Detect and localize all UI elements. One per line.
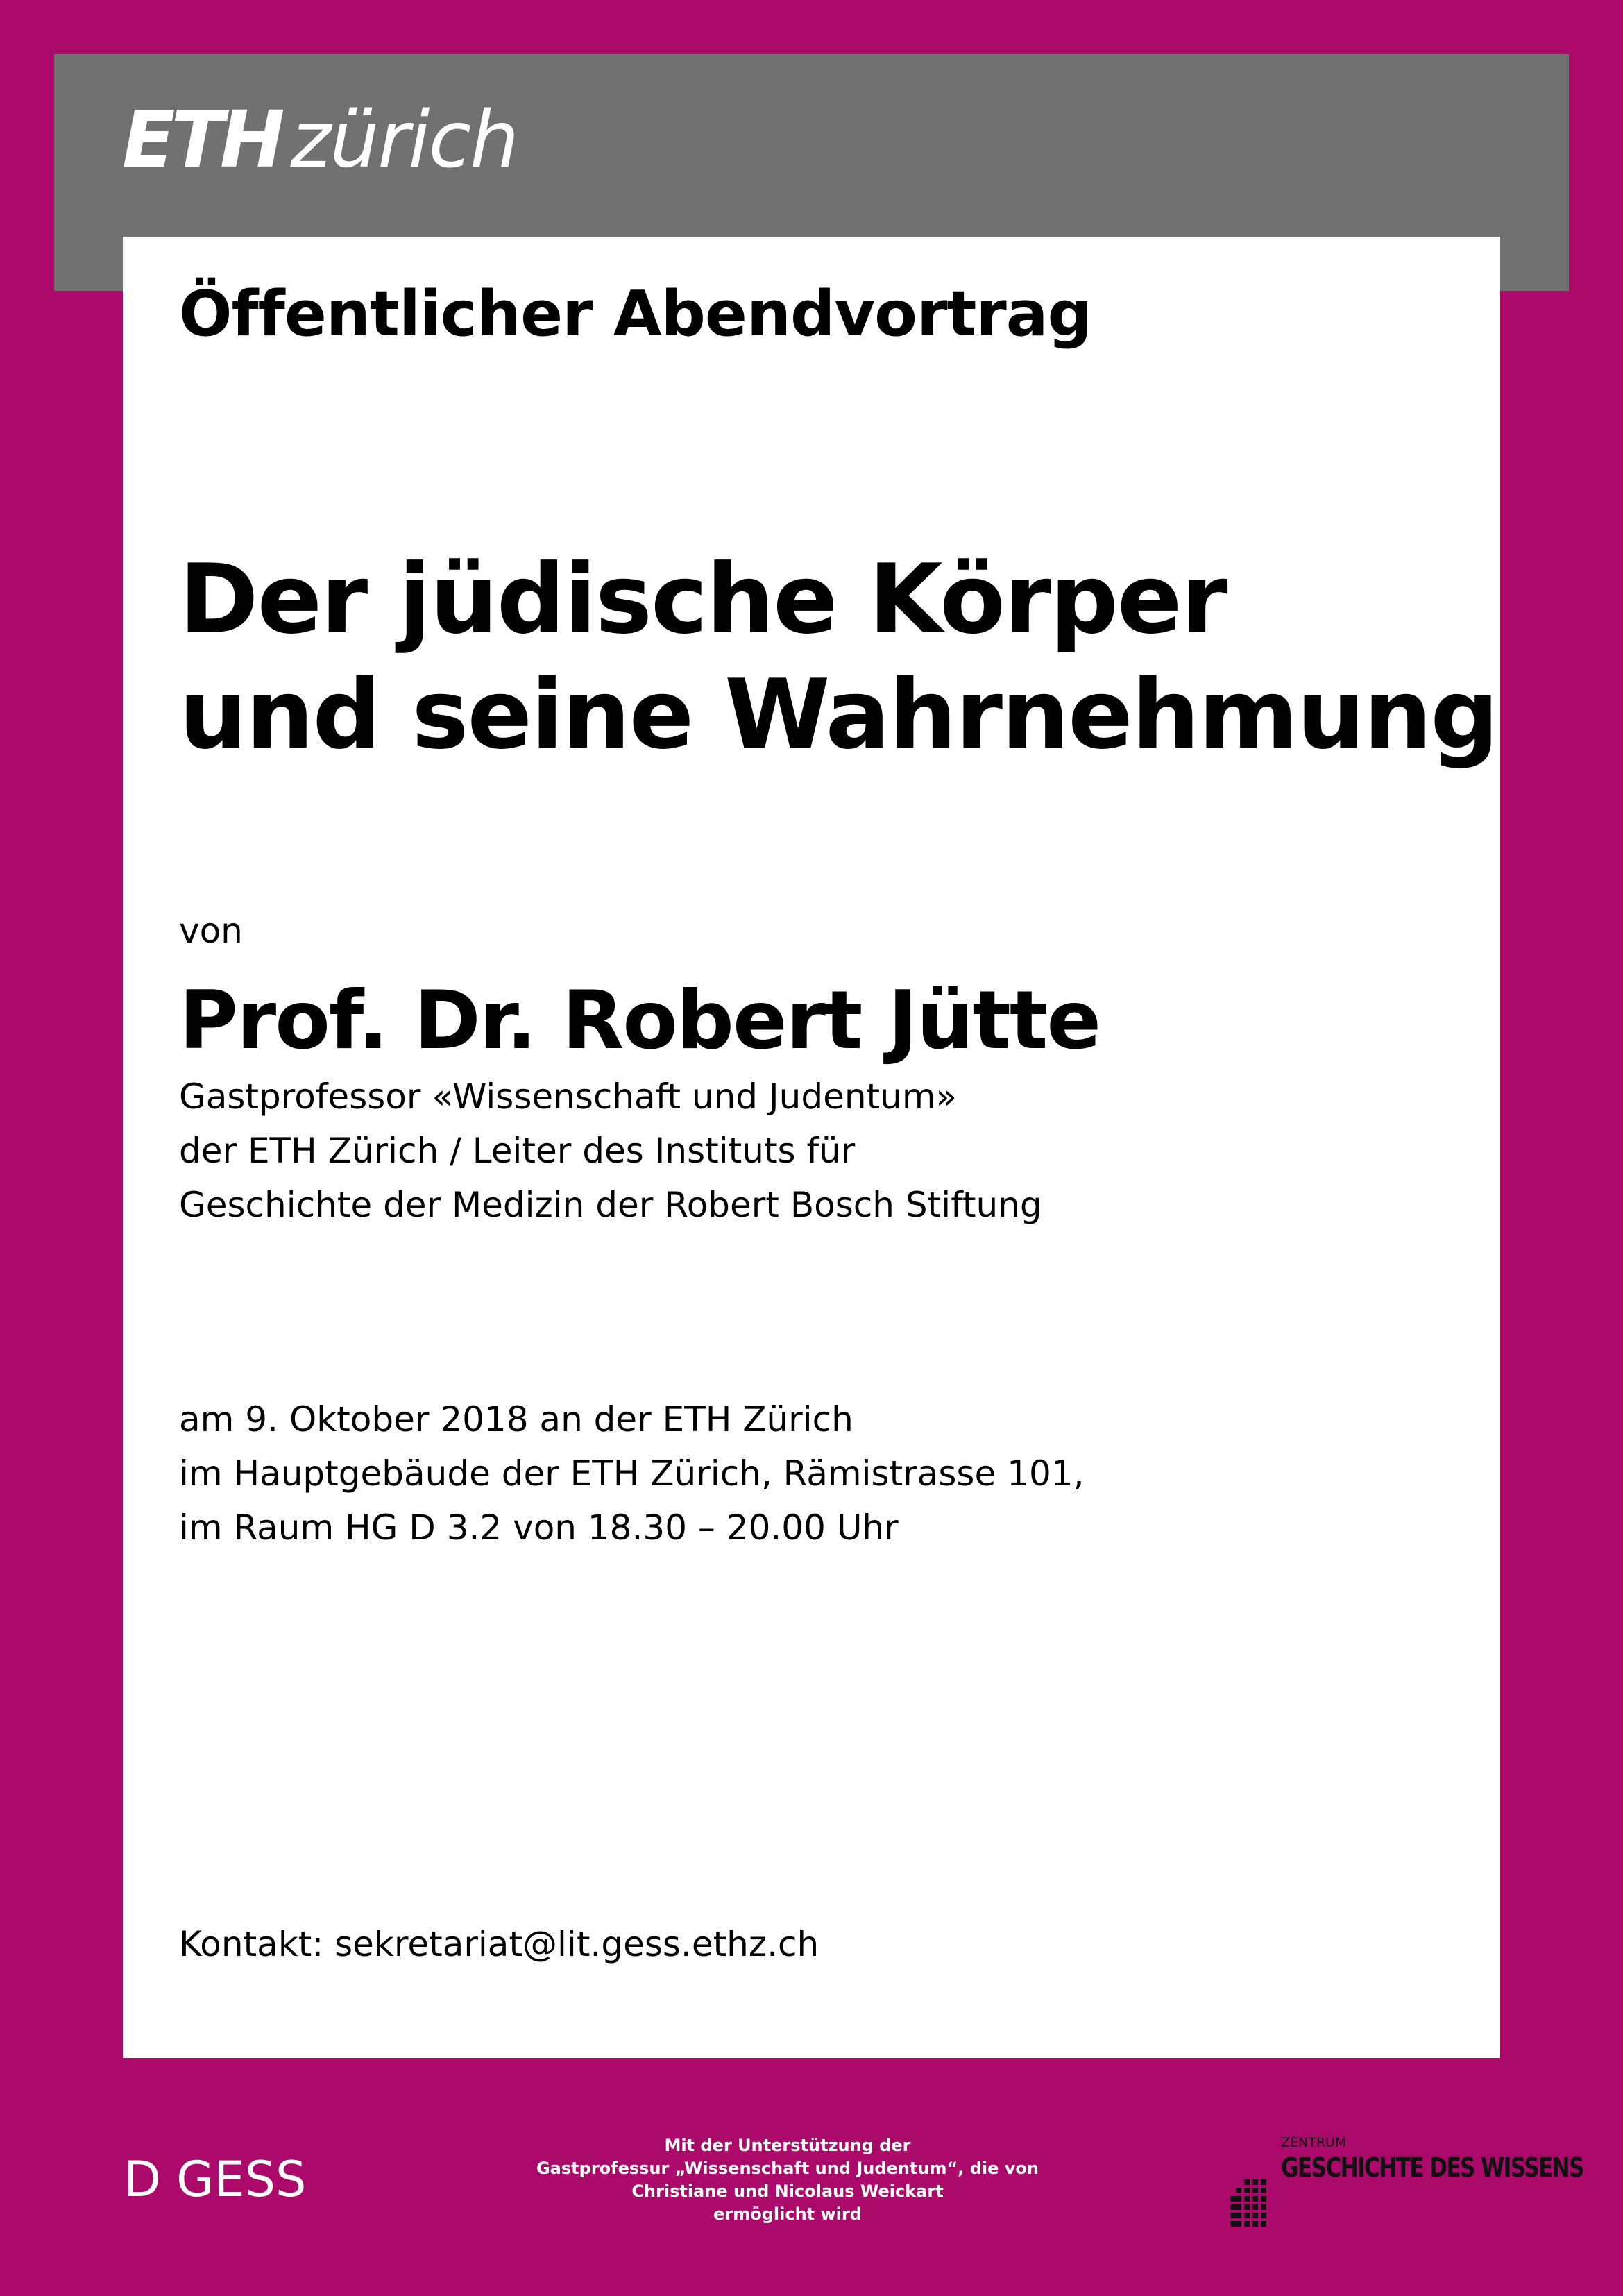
dot-grid-icon xyxy=(1230,2179,1272,2232)
lecture-title-line: und seine Wahrnehmung xyxy=(179,659,1498,770)
zentrum-geschichte-des-wissens-logo xyxy=(1230,2135,1583,2234)
zgw-logo-small-text: ZENTRUM xyxy=(1281,2135,1347,2150)
department-label: D GESS xyxy=(124,2151,307,2208)
speaker-affiliation xyxy=(179,1070,1042,1232)
support-line: Mit der Unterstützung der xyxy=(664,2136,911,2155)
contact-line: Kontakt: sekretariat@lit.gess.ethz.ch xyxy=(179,1924,819,1964)
affiliation-line: Geschichte der Medizin der Robert Bosch Stiftung xyxy=(179,1185,1042,1225)
by-label: von xyxy=(179,911,243,951)
event-venue-line: im Hauptgebäude der ETH Zürich, Rämistrasse 101, xyxy=(179,1453,1085,1494)
lecture-title xyxy=(179,542,1497,773)
logo-zurich-text: zürich xyxy=(290,95,518,185)
event-details xyxy=(179,1392,1084,1555)
lecture-title-line: Der jüdische Körper xyxy=(179,543,1227,655)
affiliation-line: der ETH Zürich / Leiter des Instituts für xyxy=(179,1131,856,1171)
zgw-logo-title: GESCHICHTE DES WISSENS xyxy=(1281,2152,1583,2183)
content-card xyxy=(123,237,1500,2058)
event-date-line: am 9. Oktober 2018 an der ETH Zürich xyxy=(179,1399,853,1440)
affiliation-line: Gastprofessor «Wissenschaft und Judentum» xyxy=(179,1077,958,1117)
eth-zurich-logo xyxy=(122,95,518,185)
event-room-time-line: im Raum HG D 3.2 von 18.30 – 20.00 Uhr xyxy=(179,1508,899,1548)
support-line: ermöglicht wird xyxy=(713,2204,862,2224)
support-note xyxy=(534,2134,1041,2226)
support-line: Gastprofessur „Wissenschaft und Judentum“, die von xyxy=(536,2159,1039,2178)
event-type-heading: Öffentlicher Abendvortrag xyxy=(179,278,1091,351)
support-line: Christiane und Nicolaus Weickart xyxy=(631,2181,944,2201)
speaker-name: Prof. Dr. Robert Jütte xyxy=(179,974,1100,1067)
logo-eth-text: ETH xyxy=(122,95,281,185)
